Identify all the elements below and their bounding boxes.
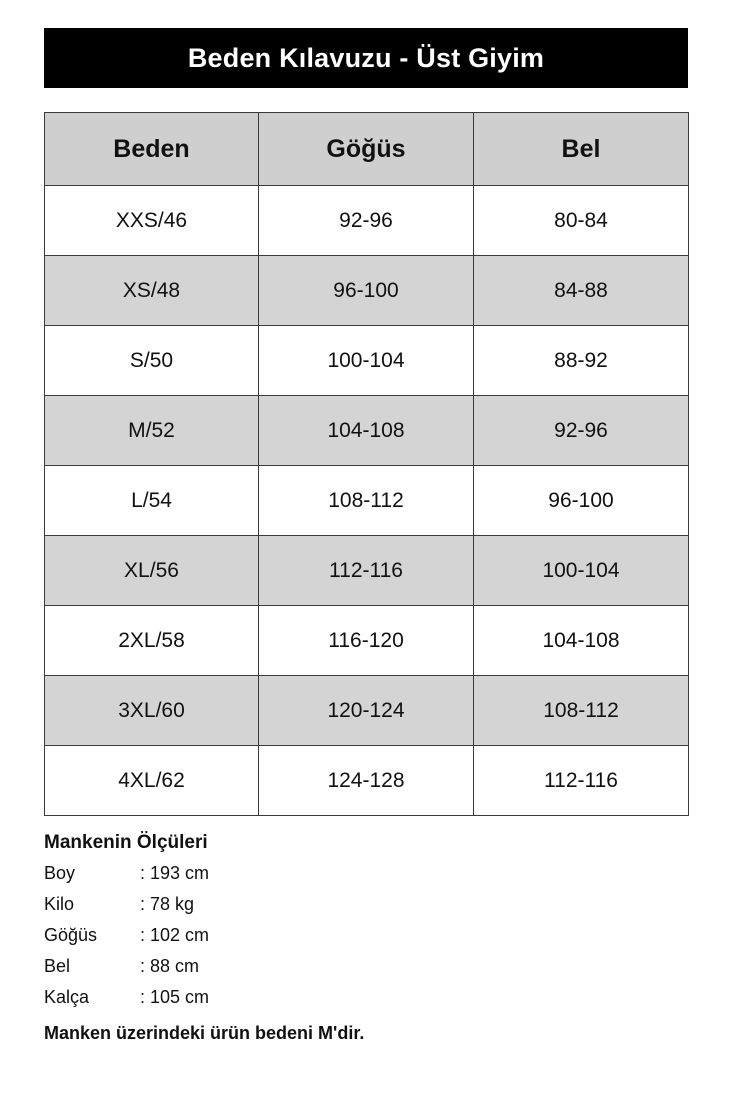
cell-bel: 100-104 <box>474 536 689 606</box>
model-measurement-value: : 102 cm <box>140 925 210 945</box>
cell-gogus: 116-120 <box>259 606 474 676</box>
model-measurements-block <box>44 832 688 1044</box>
cell-bel: 96-100 <box>474 466 689 536</box>
page-title-banner <box>44 28 688 88</box>
cell-gogus: 100-104 <box>259 326 474 396</box>
model-measurement-label: Kilo <box>44 894 75 914</box>
model-measurement-row <box>44 863 688 894</box>
size-chart-body <box>45 186 689 816</box>
model-measurement-label: Kalça <box>44 987 90 1007</box>
model-measurements-title: Mankenin Ölçüleri <box>44 832 208 853</box>
cell-bel: 92-96 <box>474 396 689 466</box>
table-row <box>45 326 689 396</box>
model-measurement-row <box>44 956 688 987</box>
cell-beden: XL/56 <box>45 536 259 606</box>
model-measurement-row <box>44 894 688 925</box>
cell-gogus: 92-96 <box>259 186 474 256</box>
cell-gogus: 96-100 <box>259 256 474 326</box>
cell-beden: M/52 <box>45 396 259 466</box>
cell-beden: XXS/46 <box>45 186 259 256</box>
model-measurements-list <box>44 863 688 1018</box>
cell-gogus: 124-128 <box>259 746 474 816</box>
cell-bel: 108-112 <box>474 676 689 746</box>
model-measurement-value: : 193 cm <box>140 863 210 883</box>
model-measurement-row <box>44 925 688 956</box>
table-row <box>45 676 689 746</box>
table-row <box>45 396 689 466</box>
cell-bel: 104-108 <box>474 606 689 676</box>
column-header-bel: Bel <box>474 113 689 186</box>
model-measurement-label: Göğüs <box>44 925 98 945</box>
table-row <box>45 466 689 536</box>
cell-bel: 80-84 <box>474 186 689 256</box>
cell-gogus: 108-112 <box>259 466 474 536</box>
size-chart-header <box>45 113 689 186</box>
page-title: Beden Kılavuzu - Üst Giyim <box>187 42 545 73</box>
cell-gogus: 104-108 <box>259 396 474 466</box>
table-row <box>45 606 689 676</box>
column-header-beden: Beden <box>45 113 259 186</box>
model-measurement-label: Bel <box>44 956 71 976</box>
cell-beden: L/54 <box>45 466 259 536</box>
table-row <box>45 256 689 326</box>
cell-beden: 4XL/62 <box>45 746 259 816</box>
cell-bel: 84-88 <box>474 256 689 326</box>
model-measurement-value: : 78 kg <box>140 894 195 914</box>
table-header-row <box>45 113 689 186</box>
model-measurement-value: : 105 cm <box>140 987 210 1007</box>
cell-beden: 3XL/60 <box>45 676 259 746</box>
table-row <box>45 536 689 606</box>
size-chart-table <box>44 112 689 816</box>
cell-gogus: 120-124 <box>259 676 474 746</box>
cell-bel: 88-92 <box>474 326 689 396</box>
cell-beden: 2XL/58 <box>45 606 259 676</box>
model-measurement-label: Boy <box>44 863 76 883</box>
model-measurement-row <box>44 987 688 1018</box>
cell-beden: XS/48 <box>45 256 259 326</box>
cell-bel: 112-116 <box>474 746 689 816</box>
model-measurement-value: : 88 cm <box>140 956 200 976</box>
cell-beden: S/50 <box>45 326 259 396</box>
table-row <box>45 186 689 256</box>
table-row <box>45 746 689 816</box>
column-header-gogus: Göğüs <box>259 113 474 186</box>
cell-gogus: 112-116 <box>259 536 474 606</box>
model-size-note: Manken üzerindeki ürün bedeni M'dir. <box>44 1023 365 1043</box>
